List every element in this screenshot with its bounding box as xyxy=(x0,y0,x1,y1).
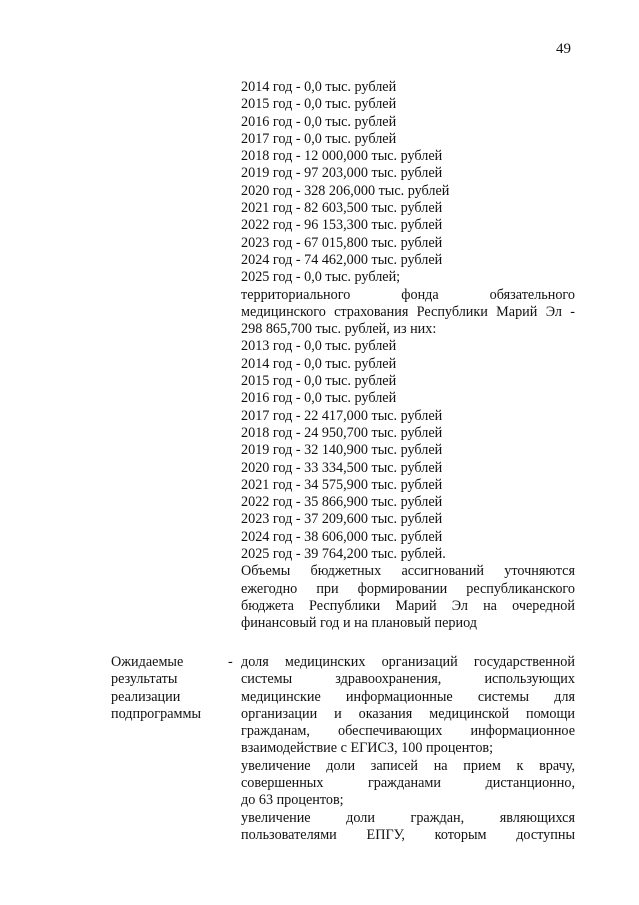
funding-block xyxy=(241,79,575,633)
result-line: взаимодействие с ЕГИСЗ, 100 процентов; xyxy=(241,740,494,757)
year-line: 2014 год - 0,0 тыс. рублей xyxy=(241,79,397,95)
result-line: организации и оказания медицинской помощи xyxy=(241,705,575,722)
year-line: 2024 год - 74 462,000 тыс. рублей xyxy=(241,251,443,268)
fund2-heading-line: медицинского страхования Республики Марий Эл - xyxy=(241,303,575,320)
note-line: финансовый год и на плановый период xyxy=(241,615,478,632)
year-line: 2014 год - 0,0 тыс. рублей xyxy=(241,355,397,372)
fund2-heading xyxy=(241,287,575,339)
year-line: 2015 год - 0,0 тыс. рублей xyxy=(241,373,397,390)
label-line: реализации xyxy=(111,688,181,705)
year-line: 2017 год - 22 417,000 тыс. рублей xyxy=(241,407,443,424)
fund2-years-list xyxy=(241,338,575,563)
page-number: 49 xyxy=(556,41,571,57)
year-line: 2018 год - 24 950,700 тыс. рублей xyxy=(241,424,443,441)
year-line: 2023 год - 37 209,600 тыс. рублей xyxy=(241,511,443,528)
year-line: 2021 год - 34 575,900 тыс. рублей xyxy=(241,476,443,493)
expected-results-list xyxy=(241,654,575,844)
year-line: 2025 год - 0,0 тыс. рублей; xyxy=(241,269,401,286)
expected-results-label xyxy=(111,654,221,723)
result-line: увеличение доли записей на прием к врачу, xyxy=(241,757,575,774)
label-line: подпрограммы xyxy=(111,705,201,722)
label-line: Ожидаемые xyxy=(111,654,184,670)
result-line: доля медицинских организаций государственной xyxy=(241,654,575,670)
fund2-heading-line: территориального фонда обязательного xyxy=(241,286,575,303)
year-line: 2023 год - 67 015,800 тыс. рублей xyxy=(241,234,443,251)
result-line: системы здравоохранения, использующих xyxy=(241,671,575,688)
year-line: 2021 год - 82 603,500 тыс. рублей xyxy=(241,200,443,217)
label-line: результаты xyxy=(111,671,178,688)
year-line: 2024 год - 38 606,000 тыс. рублей xyxy=(241,528,443,545)
fund2-heading-line: 298 865,700 тыс. рублей, из них: xyxy=(241,321,437,338)
result-line: увеличение доли граждан, являющихся xyxy=(241,809,575,826)
year-line: 2020 год - 33 334,500 тыс. рублей xyxy=(241,459,443,476)
year-line: 2013 год - 0,0 тыс. рублей xyxy=(241,338,397,355)
fund1-years-list xyxy=(241,79,575,287)
year-line: 2022 год - 35 866,900 тыс. рублей xyxy=(241,494,443,511)
note-line: ежегодно при формировании республиканского xyxy=(241,580,575,597)
year-line: 2025 год - 39 764,200 тыс. рублей. xyxy=(241,546,446,563)
note-line: Объемы бюджетных ассигнований уточняются xyxy=(241,563,575,580)
year-line: 2017 год - 0,0 тыс. рублей xyxy=(241,130,397,147)
result-item xyxy=(241,810,575,845)
year-line: 2019 год - 97 203,000 тыс. рублей xyxy=(241,165,443,182)
result-line: медицинские информационные системы для xyxy=(241,688,575,705)
year-line: 2020 год - 328 206,000 тыс. рублей xyxy=(241,182,450,199)
year-line: 2015 год - 0,0 тыс. рублей xyxy=(241,96,397,113)
year-line: 2019 год - 32 140,900 тыс. рублей xyxy=(241,442,443,459)
result-line: до 63 процентов; xyxy=(241,792,344,809)
result-item xyxy=(241,654,575,758)
result-line: гражданам, обеспечивающих информационное xyxy=(241,723,575,740)
result-item xyxy=(241,758,575,810)
budget-note xyxy=(241,563,575,632)
result-line: пользователями ЕПГУ, которым доступны xyxy=(241,826,575,843)
note-line: бюджета Республики Марий Эл на очередной xyxy=(241,597,575,614)
year-line: 2016 год - 0,0 тыс. рублей xyxy=(241,113,397,130)
year-line: 2018 год - 12 000,000 тыс. рублей xyxy=(241,148,443,165)
year-line: 2022 год - 96 153,300 тыс. рублей xyxy=(241,217,443,234)
result-line: совершенных гражданами дистанционно, xyxy=(241,775,575,792)
year-line: 2016 год - 0,0 тыс. рублей xyxy=(241,390,397,407)
label-dash: - xyxy=(228,654,233,670)
